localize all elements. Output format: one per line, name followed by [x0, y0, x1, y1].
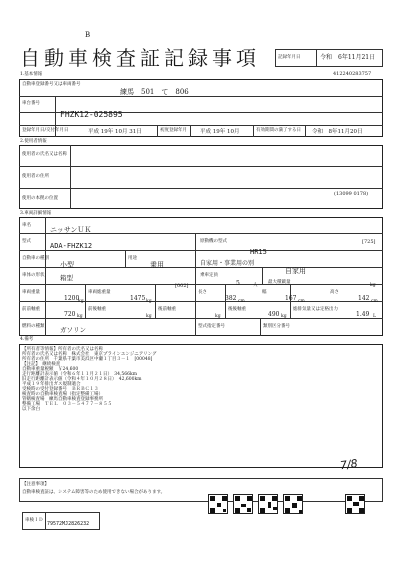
engine-label: 原動機の型式 — [200, 239, 227, 244]
chassis-label: 車台番号 — [22, 101, 40, 106]
remarks-line: 検査時の自動車検査場（指定整備工場） — [22, 392, 103, 397]
first-reg2-value: 平成 19年 10月 — [200, 129, 240, 135]
reg-number-value: 練馬 501 て 806 — [120, 88, 189, 96]
capacity-label: 乗車定員 — [200, 273, 218, 278]
remarks-line: 平成１９年排出ガス規制適合 — [22, 382, 81, 387]
notice-label: 【注意事項】 — [22, 482, 49, 487]
doc-number: 412240283757 — [333, 71, 372, 77]
car-type-value: ADA-FHZK12 — [50, 242, 93, 250]
section-basic-heading: 1.基本情報 — [20, 72, 43, 77]
notice-text: 自動車検査証は、システム障害等のため使用できない場合があります。 — [22, 490, 166, 495]
front-axle-value: 720 — [64, 311, 76, 318]
record-date-value: 令和 6年11月21日 — [320, 54, 376, 61]
purpose-value: 自家用 — [285, 267, 306, 275]
length-unit: cm — [238, 299, 245, 304]
front-axle-unit: kg — [77, 314, 83, 319]
remarks-line: 所有者の氏名又は名称 株式会社 東京プラインエンジニアリング — [22, 352, 157, 357]
rear-axle-label: 後後軸重 — [228, 307, 246, 312]
first-reg-label: 登録年月日/交付年月日 — [22, 128, 69, 133]
max-load-unit: kg — [370, 283, 376, 288]
gross-value: 1475 — [130, 295, 146, 302]
rear-front-label: 後前軸重 — [158, 307, 176, 312]
width-unit: cm — [298, 299, 305, 304]
length-value: 382 — [225, 295, 237, 302]
width-value: 167 — [285, 295, 297, 302]
front-rear-label: 前後軸重 — [88, 307, 106, 312]
vehicle-id-value: 79572MJ2826232 — [47, 521, 90, 527]
fuel-value: ガソリン — [60, 326, 86, 334]
rear-axle-value: 490 — [268, 311, 280, 318]
remarks-line: 所有者の住所 千葉県千葉市美浜区中瀬１丁目３－１ [00048] — [22, 357, 153, 362]
handwritten-mark: 7/8 — [339, 456, 359, 473]
gross-label: 車両総重量 — [88, 290, 111, 295]
user-base-code: (13099 0178) — [334, 191, 369, 197]
user-base-label: 使用の本拠の位置 — [22, 196, 58, 201]
kind-value: 小型 — [60, 261, 74, 269]
remarks-line: 以下余白 — [22, 407, 40, 412]
record-date-label: 記録年月日 — [278, 55, 301, 60]
remarks-line: 【所有者等情報】所有者の氏名又は名称 — [22, 347, 103, 352]
class-label: 類別区分番号 — [263, 324, 290, 329]
purpose-label: 自家用・事業用の別 — [200, 260, 255, 267]
height-label: 高さ — [330, 290, 339, 295]
remarks-lines — [22, 347, 156, 412]
car-type-label: 型式 — [22, 239, 31, 244]
section-vehicle-heading: 3.車両詳細情報 — [20, 211, 52, 216]
qr-code-icon — [345, 494, 365, 514]
qr-code-icon — [233, 494, 253, 514]
displacement-unit: L — [373, 314, 376, 319]
use-label: 用途 — [128, 256, 137, 261]
kind-label: 自動車の種別 — [22, 256, 49, 261]
height-unit: cm — [371, 299, 378, 304]
user-name-label: 使用者の氏名又は名称 — [22, 152, 67, 157]
qr-code-icon — [258, 494, 278, 514]
use-value: 乗用 — [150, 261, 164, 269]
remarks-line: 受検時の受付登録番号 ＢＲＢＣ１３ — [22, 387, 99, 392]
front-rear-unit: kg — [146, 314, 152, 319]
weight-unit: kg — [78, 299, 84, 304]
front-axle-label: 前前軸重 — [22, 307, 40, 312]
max-load-label: 最大積載量 — [268, 280, 291, 285]
length-label: 長さ — [198, 290, 207, 295]
document-title: 自動車検査証記録事項 — [20, 46, 260, 70]
qr-code-icon — [283, 494, 303, 514]
capacity-value: 5 — [236, 280, 240, 287]
remarks-line: 走行距離計表示値（令和６年１１月２１日） 34,566km — [22, 372, 137, 377]
weight-value: 1200 — [64, 295, 80, 302]
section-remarks-heading: 4.備考 — [20, 337, 34, 342]
car-name-value: ニッサンＵＫ — [50, 226, 92, 234]
height-value: 142 — [358, 295, 370, 302]
vehicle-id-label: 車検ＩＤ — [25, 518, 43, 523]
displacement-label: 総排気量又は定格出力 — [293, 307, 338, 312]
user-info-table — [19, 145, 383, 209]
spec-label: 型式指定番号 — [198, 324, 225, 329]
first-reg2-label: 初度登録年月 — [160, 128, 187, 133]
qr-code-icon — [208, 494, 228, 514]
displacement-value: 1.49 — [356, 311, 370, 318]
remarks-line: 旧走行距離計表示値（令和４年１０月２８日） 42,600km — [22, 377, 142, 382]
user-address-label: 使用者の住所 — [22, 174, 49, 179]
gross-unit: kg — [146, 299, 152, 304]
remarks-line: 管轄検査場 練馬自動車検査登録事務所 — [22, 397, 103, 402]
first-reg-value: 平成 19年 10月 31日 — [88, 129, 142, 135]
width-label: 幅 — [262, 290, 267, 295]
body-label: 車体の形状 — [22, 273, 45, 278]
reg-number-label: 自動車登録番号又は車両番号 — [22, 82, 81, 87]
expiry-value: 令和 8年11月20日 — [312, 129, 363, 135]
rear-front-unit: kg — [215, 314, 221, 319]
remarks-line: 整備工場 ＴＥＬ ０３－５４７７－８５５ — [22, 402, 112, 407]
rear-axle-unit: kg — [281, 314, 287, 319]
remarks-line: 【注記】 継続検査 — [22, 362, 61, 367]
section-user-heading: 2.使用者情報 — [20, 139, 47, 144]
expiry-label: 有効期間の満了する日 — [256, 128, 301, 133]
fuel-label: 燃料の種類 — [22, 324, 45, 329]
weight-label: 車両重量 — [22, 290, 40, 295]
engine-value: HR15 — [250, 248, 267, 256]
car-name-code: [725] — [362, 239, 376, 245]
remarks-line: 自動車重量税額 ￥24,600 — [22, 367, 79, 372]
body-value: 箱型 — [60, 274, 73, 282]
capacity-unit: 人 — [253, 283, 258, 288]
car-name-label: 車名 — [22, 223, 31, 228]
title-superscript: B — [85, 31, 91, 39]
chassis-value: FHZK12-025895 — [60, 110, 123, 119]
body-code: [002] — [175, 283, 189, 289]
